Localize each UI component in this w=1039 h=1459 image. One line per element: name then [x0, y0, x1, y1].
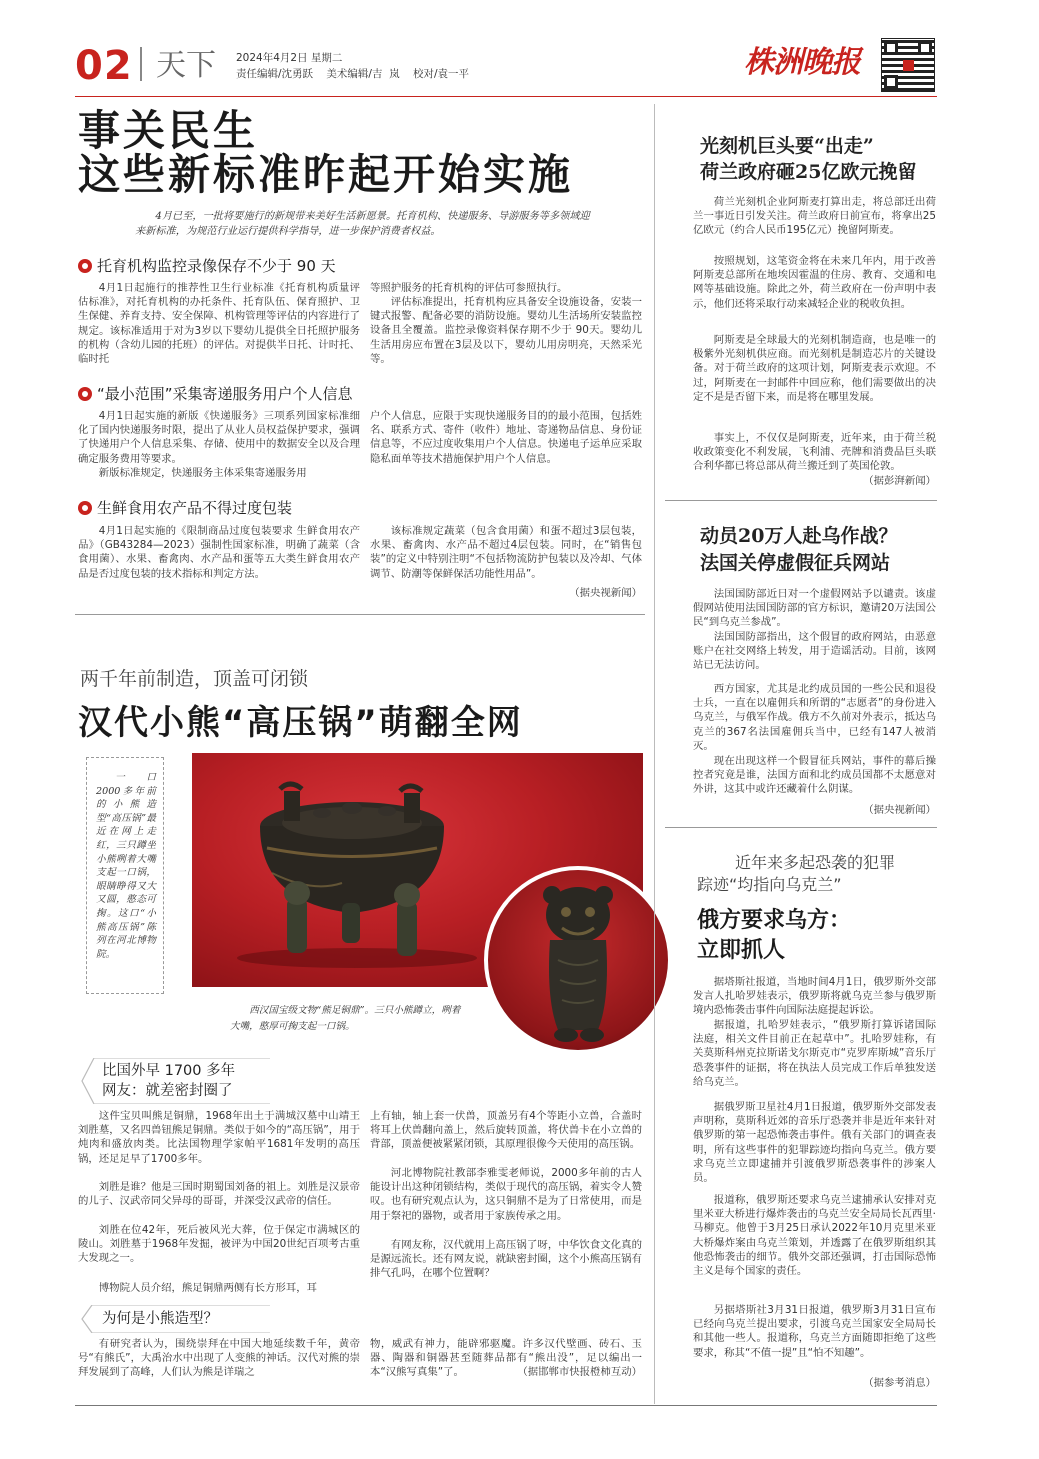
- column-divider: [654, 104, 655, 1404]
- issue-date: 2024年4月2日 星期二: [236, 52, 343, 64]
- news2-p4: 现在出现这样一个假冒征兵网站，事件的幕后操控者究竟是谁，法国方面和北约成员国都不太愿意对外讲，这其中或许还藏着什么阴谋。: [693, 755, 936, 796]
- news1-p3: 阿斯麦是全球最大的光刻机制造商，也是唯一的极紫外光刻机供应商。而光刻机是制造芯片的关键设备。对于荷兰政府的这项计划，阿斯麦表示欢迎。不过，阿斯麦在一封邮件中回应称，他们需要做出的决定不是是否留下来，而是将在哪里发展。: [693, 334, 936, 403]
- bear-p6: 河北博物院社教部李雅雯老师说，2000多年前的古人能设计出这种闭锁结构，类似于现代的高压锅，着实令人赞叹。也有研究观点认为，这只铜鼎不是为了日常使用，而是用于祭祀的器物，或者用于家族传承之用。: [370, 1167, 642, 1222]
- lead-subhead-2: [78, 383, 353, 404]
- news3-p5: 另据塔斯社3月31日报道，俄罗斯3月31日宣布已经向乌克兰提出要求，引渡乌克兰国家安全局局长和其他一些人。报道称，乌克兰方面随即拒绝了这些要求，称其“不值一提”且“怕不知趣”。: [693, 1304, 936, 1359]
- news2-p3: 西方国家，尤其是北约成员国的一些公民和退役士兵，一直在以雇佣兵和所谓的“志愿者”的身份进入乌克兰，与俄军作战。俄方不久前对外表示，抵达乌克兰的367名法国雇佣兵当中，已经有147人被消灭。: [693, 683, 936, 752]
- bear-p7: 有网友称，汉代就用上高压锅了呀，中华饮食文化真的是源远流长。还有网友说，就缺密封圈，这个小熊高压锅有排气孔吗，在哪个位置啊？: [370, 1239, 642, 1280]
- bullet-icon: [78, 259, 92, 273]
- lead-intro: 4月已至，一批将要施行的新规带来美好生活新愿景。托育机构、快递服务、导游服务等多领域迎来新标准，为规范行业运行提供科学指导，进一步保护消费者权益。: [135, 211, 590, 237]
- bear-p5: 上有轴，轴上套一伏兽，顶盖另有4个等距小立兽，合盖时将耳上伏兽翻向盖上，然后旋转顶盖，将伏兽卡在小立兽的背部，顶盖便被紧紧闭锁，其原理很像今天使用的高压锅。: [370, 1110, 642, 1151]
- news1-p1: 荷兰光刻机企业阿斯麦打算出走，将总部迁出荷兰一事近日引发关注。荷兰政府日前宣布，将拿出25亿欧元（约合人民币195亿元）挽留阿斯麦。: [693, 196, 936, 237]
- bear-source: （据邯郸市快报橙柿互动）: [517, 1366, 642, 1378]
- bear-p8: 有研究者认为，围绕崇拜在中国大地延续数千年，黄帝号“有熊氏”，大禹治水中出现了人变熊的神话。汉代对熊的崇拜发展到了高峰，人们认为熊是详瑞之: [78, 1338, 360, 1379]
- bear-subhead-2: [80, 1305, 270, 1333]
- news3-kicker-1: 近年来多起恐袭的犯罪: [735, 853, 896, 872]
- bear-headline: 汉代小熊“高压锅”萌翻全网: [78, 703, 523, 743]
- bullet-icon: [78, 501, 92, 515]
- subhead-line-2: 网友：就差密封圈了: [102, 1083, 233, 1099]
- lead-headline-2: 这些新标准昨起开始实施: [78, 150, 574, 199]
- bullet-icon: [78, 387, 92, 401]
- lead-sec2-left-1: 4月1日起实施的新版《快递服务》三项系列国家标准细化了国内快递服务时限，提出了从业人员权益保护要求，强调了快递用户个人信息采集、存储、使用中的数据安全以及合理确定服务费用等要求。: [78, 410, 360, 465]
- subhead-text: “最小范围”采集寄递服务用户个人信息: [97, 385, 353, 403]
- photo-caption: 西汉国宝级文物“熊足铜鼎”。三只小熊蹲立，咧着大嘴，憨厚可掬支起一口锅。: [230, 1005, 461, 1032]
- editor-credits: 责任编辑/沈勇跃 美术编辑/吉 岚 校对/袁一平: [236, 68, 469, 80]
- news3-kicker-2: 踪迹“均指向乌克兰”: [697, 875, 842, 894]
- bear-foot-closeup-photo: [484, 866, 672, 1054]
- lead-source: （据央视新闻）: [569, 587, 642, 599]
- lead-sec1-right-2: 评估标准提出，托育机构应具备安全设施设备，安装一键式报警、配备必要的消防设施。婴幼儿生活场所安装监控设备且全覆盖。监控录像资料保存期不少于 90天。婴幼儿生活用房应布置在3层及以下，婴幼儿用房明亮，天然采光等。: [370, 296, 642, 365]
- bear-p2: 刘胜是谁？他是三国时期蜀国刘备的祖上。刘胜是汉景帝的儿子、汉武帝同父异母的哥哥，并深受汉武帝的信任。: [78, 1181, 360, 1208]
- lead-sec2-left-2: 新版标准规定，快递服务主体采集寄递服务用: [98, 467, 307, 479]
- section-rule-lead: [75, 614, 645, 615]
- footer-rule: [75, 1405, 937, 1406]
- bear-p1: 这件宝贝叫熊足铜鼎，1968年出土于满城汉墓中山靖王刘胜墓，又名四兽钮熊足铜鼎。类似于如今的“高压锅”，用于炖肉和盛放肉类。比法国物理学家帕平1681年发明的高压锅，还足足早了1700多年。: [78, 1110, 360, 1165]
- bear-p9: 物，威武有神力，能辟邪驱魔。许多汉代壁画、砖石、玉器、陶器和铜器甚至随葬品都有“熊出没”，足以编出一本“汉熊写真集”了。: [370, 1338, 642, 1379]
- news1-p4: 事实上，不仅仅是阿斯麦，近年来，由于荷兰税收政策变化不利发展，飞利浦、壳牌和消费品巨头联合利华都已将总部从荷兰搬迁到了英国伦敦。: [693, 432, 936, 473]
- bear-figure: [488, 870, 668, 1050]
- news3-p4: 报道称，俄罗斯还要求乌克兰逮捕承认安排对克里米亚大桥进行爆炸袭击的乌克兰安全局局长瓦西里·马柳克。他曾于3月25日承认2022年10月克里米亚大桥爆炸案由乌克兰策划，并透露了在俄罗斯组织其他恐怖袭击的细节。俄外交部还强调，打击国际恐怖主义是每个国家的责任。: [693, 1194, 936, 1278]
- news2-source: （据央视新闻）: [863, 804, 936, 816]
- news1-p2: 按照规划，这笔资金将在未来几年内，用于改善阿斯麦总部所在地埃因霍温的住房、教育、交通和电网等基础设施。除此之外，荷兰政府在一份声明中表示，他们还将采取行动来减轻企业的税收负担。: [693, 255, 936, 310]
- news3-headline-2: 立即抓人: [697, 938, 786, 963]
- qr-code: [881, 38, 935, 92]
- lead-sec1-right-1: 等照护服务的托育机构的评估可参照执行。: [370, 282, 568, 294]
- news3-source: （据参考消息）: [863, 1377, 936, 1389]
- bear-subhead-1: [80, 1058, 270, 1104]
- header-rule: [75, 96, 937, 97]
- news1-source: （据彭湃新闻）: [863, 475, 936, 487]
- news3-headline-1: 俄方要求乌方：: [697, 908, 852, 933]
- subhead-line-1: 比国外早 1700 多年: [102, 1063, 236, 1079]
- header-divider: [140, 47, 142, 81]
- lead-sec3-left: 4月1日起实施的《限制商品过度包装要求 生鲜食用农产品》（GB43284—2023）强制性国家标准，明确了蔬菜（含食用菌）、水果、畜禽肉、水产品和蛋等五大类生鲜食用农产品是否过度包装的技术指标和判定方法。: [78, 525, 360, 580]
- subhead-text: 为何是小熊造型？: [102, 1311, 218, 1327]
- lead-sec2-right: 户个人信息，应限于实现快递服务目的的最小范围，包括姓名、联系方式、寄件（收件）地址、寄递物品信息、身份证信息等，不应过度收集用户个人信息。快递电子运单应采取隐私面单等技术措施保护用户个人信息。: [370, 410, 642, 465]
- lead-subhead-3: [78, 497, 292, 518]
- lead-subhead-1: [78, 255, 336, 276]
- news3-p2: 据报道，扎哈罗娃表示，“俄罗斯打算诉诸国际法庭，相关文件目前正在起草中”。扎哈罗娃称，有关莫斯科州克拉斯诺戈尔斯克市“克罗库斯城”音乐厅恐袭事件的证据，将在执法人员完成工作后单独发送给乌克兰。: [693, 1019, 936, 1088]
- section-rule-news1: [665, 500, 937, 501]
- bear-kicker: 两千年前制造，顶盖可闭锁: [80, 668, 309, 690]
- lead-headline-1: 事关民生: [78, 106, 259, 155]
- news2-p1: 法国国防部近日对一个虚假网站予以谴责。该虚假网站使用法国国防部的官方标识，邀请20万法国公民“到乌克兰参战”。: [693, 588, 936, 629]
- page-number: 02: [75, 43, 133, 89]
- bear-p4: 博物院人员介绍，熊足铜鼎两侧有长方形耳，耳: [98, 1282, 317, 1294]
- subhead-text: 生鲜食用农产品不得过度包装: [97, 499, 293, 517]
- news1-headline-1: 光刻机巨头要“出走”: [700, 135, 874, 157]
- news2-headline-2: 法国关停虚假征兵网站: [700, 552, 891, 574]
- lead-sec3-right: 该标准规定蔬菜（包含食用菌）和蛋不超过3层包装，水果、畜禽肉、水产品不超过4层包装。同时，在“销售包装”的定义中特别注明“不包括物流防护包装以及冷却、气体调节、防潮等保鲜保活功能性用品”。: [370, 525, 642, 580]
- section-name: 天下: [156, 48, 216, 83]
- news2-p2: 法国国防部指出，这个假冒的政府网站，由恶意账户在社交网络上转发，用于造谣活动。目前，该网站已无法访问。: [693, 631, 936, 672]
- bear-side-note: 一口2000多年前的小熊造型“高压锅”最近在网上走红，三只蹲坐小熊咧着大嘴支起一口锅，眼睛睁得又大又圆，憨态可掬。这口“小熊高压锅”陈列在河北博物院。: [96, 772, 156, 960]
- news1-headline-2: 荷兰政府砸25亿欧元挽留: [700, 161, 917, 183]
- lead-sec1-left: 4月1日起施行的推荐性卫生行业标准《托育机构质量评估标准》，对托育机构的办托条件、托育队伍、保育照护、卫生保健、养育支持、安全保障、机构管理等评估的内容进行了规定。该标准适用于对为3岁以下婴幼儿提供全日托照护服务的机构（含幼儿园的托班）的评估。对提供半日托、计时托、临时托: [78, 282, 360, 366]
- subhead-text: 托育机构监控录像保存不少于 90 天: [97, 257, 336, 275]
- news2-headline-1: 动员20万人赴乌作战？: [700, 525, 898, 547]
- newspaper-logo: 株洲晚报: [744, 45, 860, 80]
- section-rule-news2: [665, 827, 937, 828]
- news3-p3: 据俄罗斯卫星社4月1日报道，俄罗斯外交部发表声明称，莫斯科近郊的音乐厅恐袭并非是近年来针对俄罗斯的第一起恐怖袭击事件。俄有关部门的调查表明，所有这些事件的犯罪踪迹均指向乌克兰。俄方要求乌克兰立即逮捕并引渡俄罗斯恐袭事件的涉案人员。: [693, 1101, 936, 1185]
- bear-p3: 刘胜在位42年，死后被风光大葬，位于保定市满城区的陵山。刘胜墓于1968年发掘，被评为中国20世纪百项考古重大发现之一。: [78, 1224, 360, 1265]
- news3-p1: 据塔斯社报道，当地时间4月1日，俄罗斯外交部发言人扎哈罗娃表示，俄罗斯将就乌克兰参与俄罗斯境内恐怖袭击事件向国际法庭提起诉讼。: [693, 976, 936, 1017]
